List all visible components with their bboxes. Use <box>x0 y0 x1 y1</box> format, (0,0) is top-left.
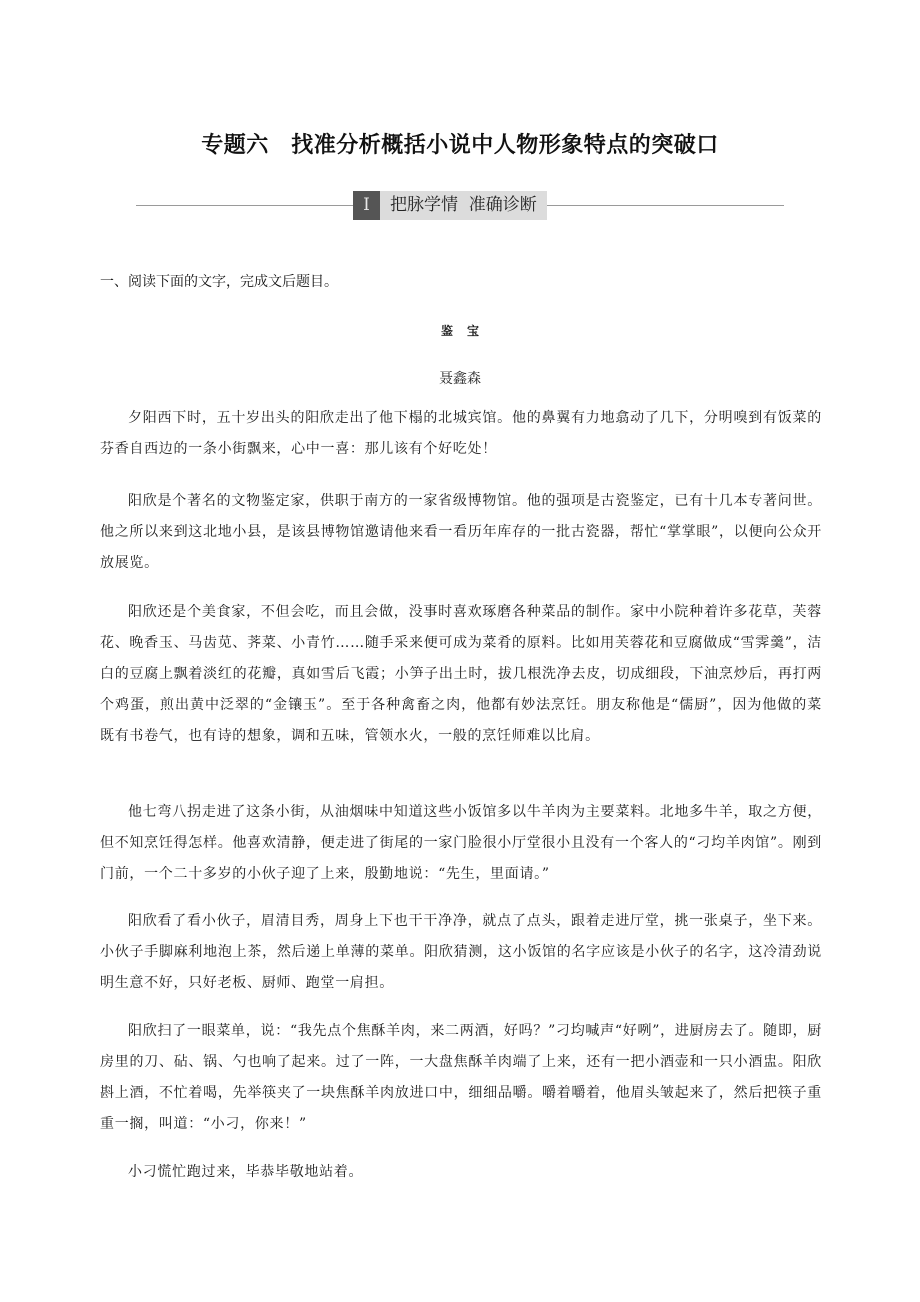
article-title: 鉴宝 <box>440 324 493 338</box>
section-badge <box>353 191 547 220</box>
paragraph: 夕阳西下时，五十岁出头的阳欣走出了他下榻的北城宾馆。他的鼻翼有力地翕动了几下，分明嗅到有饭菜的芬香自西边的一条小街飘来，心中一喜：那儿该有个好吃处！ <box>100 410 822 457</box>
section-header <box>136 190 784 222</box>
paragraph: 阳欣还是个美食家，不但会吃，而且会做，没事时喜欢琢磨各种菜品的制作。家中小院种着许多花草，芙蓉花、晚香玉、马齿苋、荠菜、小青竹……随手采来便可成为菜肴的原料。比如用芙蓉花和豆腐做成“雪霁羹”，洁白的豆腐上飘着淡红的花瓣，真如雪后飞霞；小笋子出土时，拔几根洗净去皮，切成细段，下油烹炒后，再打两个鸡蛋，煎出黄中泛翠的“金镶玉”。至于各种禽畜之肉，他都有妙法烹饪。朋友称他是“儒厨”，因为他做的菜既有书卷气，也有诗的想象，调和五味，管领水火，一般的烹饪师难以比肩。 <box>100 604 822 744</box>
page-title: 专题六 找准分析概括小说中人物形象特点的突破口 <box>201 133 719 158</box>
section-label: 把脉学情 准确诊断 <box>380 191 547 220</box>
paragraph: 阳欣是个著名的文物鉴定家，供职于南方的一家省级博物馆。他的强项是古瓷鉴定，已有十几本专著问世。他之所以来到这北地小县，是该县博物馆邀请他来看一看历年库存的一批古瓷器，帮忙“掌掌眼”，以便向公众开放展览。 <box>100 493 822 571</box>
paragraph: 阳欣看了看小伙子，眉清目秀，周身上下也干干净净，就点了点头，跟着走进厅堂，挑一张桌子，坐下来。小伙子手脚麻利地泡上茶，然后递上单薄的菜单。阳欣猜测，这小饭馆的名字应该是小伙子的名字，这冷清劲说明生意不好，只好老板、厨师、跑堂一肩担。 <box>100 913 822 991</box>
paragraph: 他七弯八拐走进了这条小街，从油烟味中知道这些小饭馆多以牛羊肉为主要菜料。北地多牛羊，取之方便，但不知烹饪得怎样。他喜欢清静，便走进了街尾的一家门脸很小厅堂很小且没有一个客人的“刁均羊肉馆”。刚到门前，一个二十多岁的小伙子迎了上来，殷勤地说：“先生，里面请。” <box>100 804 822 882</box>
question-header: 一、阅读下面的文字，完成文后题目。 <box>100 274 338 290</box>
article-author: 聂鑫森 <box>439 371 481 387</box>
paragraph: 阳欣扫了一眼菜单，说：“我先点个焦酥羊肉，来二两酒，好吗？”刁均喊声“好咧”，进厨房去了。随即，厨房里的刀、砧、锅、勺也响了起来。过了一阵，一大盘焦酥羊肉端了上来，还有一把小酒壶和一只小酒盅。阳欣斟上酒，不忙着喝，先举筷夹了一块焦酥羊肉放进口中，细细品嚼。嚼着嚼着，他眉头皱起来了，然后把筷子重重一搁，叫道：“小刁，你来！” <box>100 1023 822 1132</box>
section-number: I <box>353 191 380 220</box>
paragraph: 小刁慌忙跑过来，毕恭毕敬地站着。 <box>128 1164 364 1180</box>
